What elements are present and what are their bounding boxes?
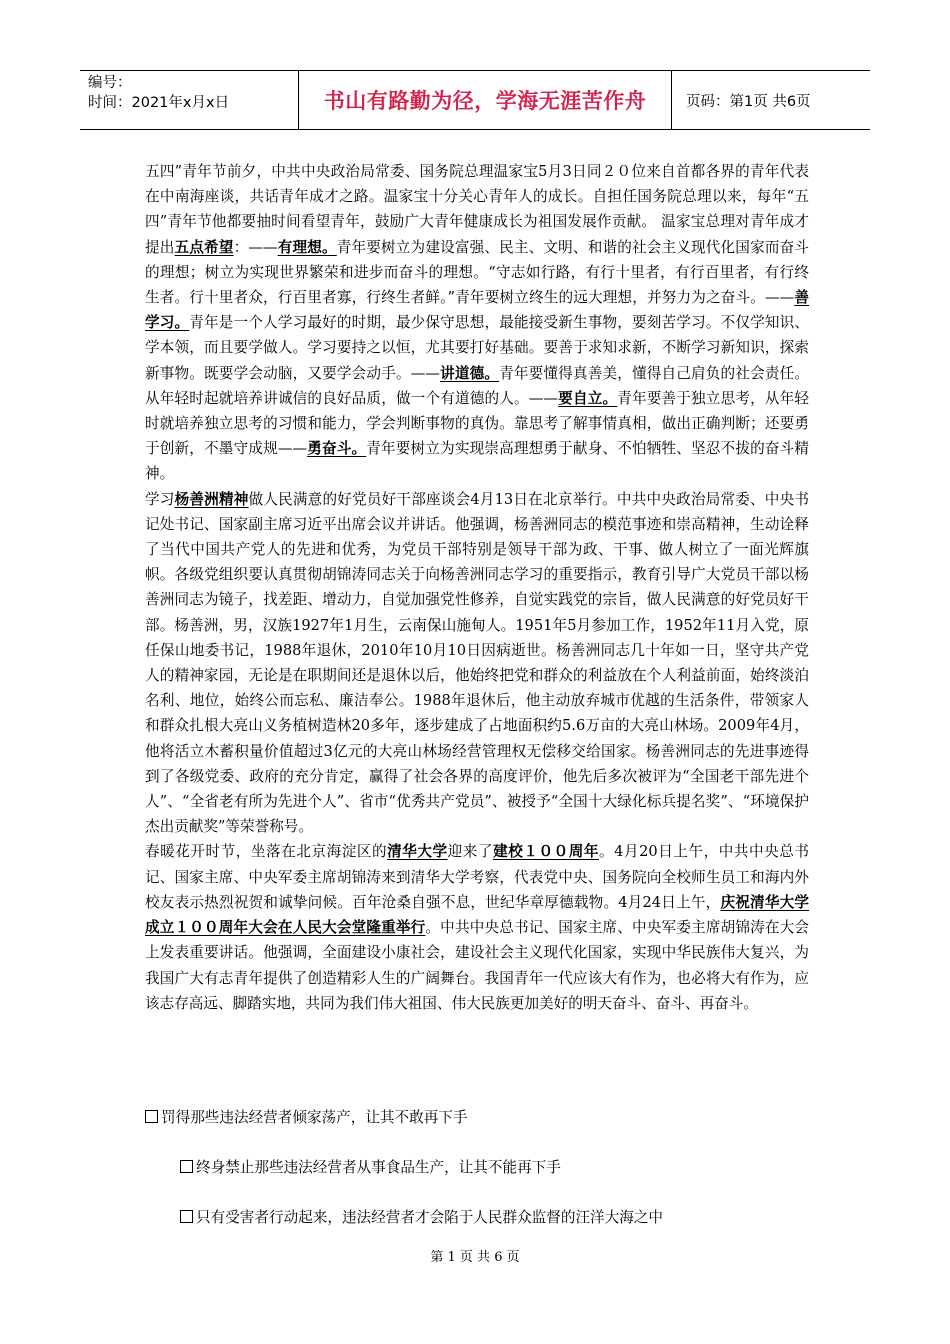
highlighted-phrase: 庆祝清华大学成立１００周年大会在人民大会堂隆重举行 [145, 893, 809, 937]
highlighted-phrase: 善学习。 [145, 289, 809, 332]
checkbox-icon[interactable] [180, 1160, 193, 1173]
option-item[interactable] [145, 1107, 467, 1129]
text-segment: 做人民满意的好党员好干部座谈会4月13日在北京举行。中共中央政治局常委、中央书记处书记、国家副主席习近平出席会议并讲话。他强调，杨善洲同志的模范事迹和崇高精神，生动诠释了当代中国共产党人的先进和优秀，为党员干部特别是领导干部为政、干事、做人树立了一面光辉旗帜。各级党组织要认真贯彻胡锦涛同志关于向杨善洲同志学习的重要指示，教育引导广大党员干部以杨善洲同志为镜子，找差距、增动力，自觉加强党性修养，自觉实践党的宗旨，做人民满意的好党员好干部。杨善洲，男，汉族1927年1月生，云南保山施甸人。1951年5月参加工作，1952年11月入党，原任保山地委书记，1988年退休，2010年10月10日因病逝世。杨善洲同志几十年如一日，坚守共产党人的精神家园，无论是在职期间还是退休以后，他始终把党和群众的利益放在个人利益前面，始终淡泊名利、地位，始终公而忘私、廉洁奉公。1988年退休后，他主动放弃城市优越的生活条件，带领家人和群众扎根大亮山义务植树造林20多年，逐步建成了占地面积约5.6万亩的大亮山林场。2009年4月，他将活立木蓄积量价值超过3亿元的大亮山林场经营管理权无偿移交给国家。杨善洲同志的先进事迹得到了各级党委、政府的充分肯定，赢得了社会各界的高度评价，他先后多次被评为“全国老干部先进个人”、“全省老有所为先进个人”、省市“优秀共产党员”、被授予“全国十大绿化标兵提名奖”、“环境保护杰出贡献奖”等荣誉称号。 [145, 490, 809, 836]
text-segment: 青年要懂得真善美，懂得自己肩负的社会责任。从年轻时起就培养讲诚信的良好品质，做一个有道德的人。—— [145, 364, 809, 407]
text-segment: 春暖花开时节，坐落在北京海淀区的 [145, 843, 388, 861]
page-footer: 第 1 页 共 6 页 [430, 1250, 520, 1265]
option-item[interactable] [180, 1157, 561, 1179]
option-text: 终身禁止那些违法经营者从事食品生产，让其不能再下手 [196, 1159, 561, 1176]
highlighted-phrase: 要自立。 [558, 389, 618, 407]
header-motto-cell [299, 71, 672, 129]
option-text: 只有受害者行动起来，违法经营者才会陷于人民群众监督的汪洋大海之中 [196, 1209, 664, 1226]
text-segment: 学习 [145, 490, 175, 508]
body-paragraph [145, 839, 809, 1015]
text-segment: 青年要树立为实现崇高理想勇于献身、不怕牺牲、坚忍不拔的奋斗精神。 [145, 440, 809, 483]
checkbox-icon[interactable] [145, 1110, 158, 1123]
option-text: 罚得那些违法经营者倾家荡产，让其不敢再下手 [161, 1109, 468, 1126]
text-segment: 五四”青年节前夕，中共中央政治局常委、国务院总理温家宝5月3日同２０位来自首都各界的青年代表在中南海座谈，共话青年成才之路。温家宝十分关心青年人的成长。自担任国务院总理以来，每年“五四”青年节他都要抽时间看望青年，鼓励广大青年健康成长为祖国发展作贡献。 温家宝总理对青年成才提出 [145, 163, 809, 256]
document-time: 时间：2021年x月x日 [88, 95, 230, 111]
text-segment: 迎来了 [447, 843, 494, 861]
document-body [145, 159, 809, 1016]
text-segment: 。中共中央总书记、国家主席、中央军委主席胡锦涛在大会上发表重要讲话。他强调，全面建设小康社会，建设社会主义现代化国家，实现中华民族伟大复兴，为我国广大有志青年提供了创造精彩人生的广阔舞台。我国青年一代应该大有作为，也必将大有作为，应该志存高远、脚踏实地，共同为我们伟大祖国、伟大民族更加美好的明天奋斗、奋斗、再奋斗。 [145, 919, 809, 1012]
body-paragraph [145, 159, 809, 487]
highlighted-phrase: 杨善洲精神 [174, 490, 249, 508]
highlighted-phrase: 清华大学 [387, 843, 448, 861]
page-header [80, 70, 870, 130]
highlighted-phrase: 有理想。 [277, 238, 337, 256]
text-segment: 青年要树立为建设富强、民主、文明、和谐的社会主义现代化国家而奋斗的理想；树立为实现世界繁荣和进步而奋斗的理想。“守志如行路，有行十里者，有行百里者，有行终生者。行十里者众，行百里者寡，行终生者鲜。”青年要树立终生的远大理想，并努力为之奋斗。—— [145, 238, 809, 307]
text-segment: 。4月20日上午，中共中央总书记、国家主席、中央军委主席胡锦涛来到清华大学考察，代表党中央、国务院向全校师生员工和海内外校友表示热烈祝贺和诚挚问候。百年沧桑自强不息，世纪华章厚德载物。4月24日上午， [145, 843, 809, 911]
body-paragraph [145, 487, 809, 840]
highlighted-phrase: 建校１００周年 [493, 843, 599, 861]
highlighted-phrase: 五点希望 [174, 238, 234, 256]
highlighted-phrase: 勇奋斗。 [307, 440, 367, 458]
header-page-info: 页码：第1页 共6页 [686, 93, 811, 110]
checkbox-icon[interactable] [180, 1210, 193, 1223]
highlighted-phrase: 讲道德。 [439, 364, 500, 382]
header-motto: 书山有路勤为径，学海无涯苦作舟 [323, 89, 647, 113]
text-segment: 青年是一个人学习最好的时期，最少保守思想，最能接受新生事物，要刻苦学习。不仅学知识、学本领，而且要学做人。学习要持之以恒，尤其要打好基础。要善于求知求新，不断学习新知识，探索新事物。既要学会动脑，又要学会动手。—— [145, 314, 809, 382]
document-number: 编号： [88, 75, 132, 91]
option-item[interactable] [180, 1207, 663, 1229]
header-meta [80, 71, 299, 129]
text-segment: 青年要善于独立思考，从年轻时就培养独立思考的习惯和能力，学会判断事物的真伪。靠思考了解事情真相，做出正确判断；还要勇于创新，不墨守成规—— [145, 389, 809, 458]
text-segment: ：—— [233, 238, 278, 256]
